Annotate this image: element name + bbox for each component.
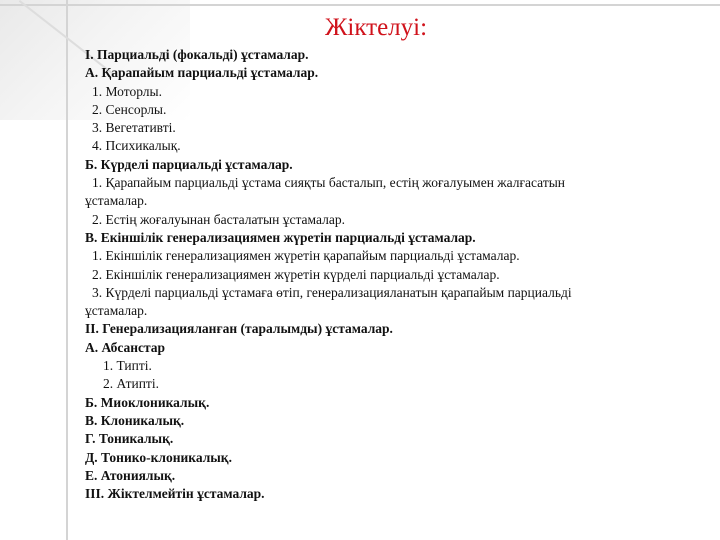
list-item: 2. Сенсорлы. — [92, 101, 167, 117]
list-item: 3. Вегетативті. — [92, 120, 176, 136]
list-item: 1. Моторлы. — [92, 83, 162, 99]
subsection-heading-atonic: Е. Атониялық. — [85, 467, 176, 483]
subsection-heading-absences: А. Абсанстар — [85, 339, 166, 355]
decorative-left-line — [66, 0, 68, 540]
list-item: 4. Психикалық. — [92, 138, 181, 154]
subsection-heading-clonic: В. Клоникалық. — [85, 412, 185, 428]
subsection-heading-secondary-generalized: В. Екіншілік генерализациямен жүретін парциальді ұстамалар. — [85, 229, 476, 245]
subsection-heading-complex-partial: Б. Күрделі парциальді ұстамалар. — [85, 156, 293, 172]
subsection-heading-simple-partial: А. Қарапайым парциальді ұстамалар. — [85, 65, 319, 81]
slide-title: Жіктелуі: — [325, 14, 428, 41]
section-heading-unclassified: ІІІ. Жіктелмейтін ұстамалар. — [85, 486, 265, 502]
section-heading-generalized: ІІ. Генерализацияланған (таралымды) ұстамалар. — [85, 321, 393, 337]
decorative-top-line — [0, 4, 720, 6]
classification-list — [85, 46, 685, 503]
list-item: 1. Қарапайым парциальді ұстама сияқты басталып, естің жоғалуымен жалғасатын — [92, 175, 566, 191]
list-item-continuation: ұстамалар. — [85, 193, 148, 209]
subsection-heading-tonic-clonic: Д. Тонико-клоникалық. — [85, 449, 232, 465]
section-heading-partial: І. Парциальді (фокальді) ұстамалар. — [85, 47, 309, 62]
list-item-continuation: ұстамалар. — [85, 303, 148, 319]
list-item: 2. Екіншілік генерализациямен жүретін күрделі парциальді ұстамалар. — [92, 266, 500, 282]
list-item: 2. Атипті. — [103, 376, 159, 392]
list-item: 2. Естің жоғалуынан басталатын ұстамалар. — [92, 211, 345, 227]
list-item: 1. Типті. — [103, 358, 152, 374]
list-item: 1. Екіншілік генерализациямен жүретін қарапайым парциальді ұстамалар. — [92, 248, 520, 264]
subsection-heading-myoclonic: Б. Миоклоникалық. — [85, 394, 210, 410]
subsection-heading-tonic: Г. Тоникалық. — [85, 431, 174, 447]
list-item: 3. Күрделі парциальді ұстамаға өтіп, генерализацияланатын қарапайым парциальді — [92, 284, 572, 300]
